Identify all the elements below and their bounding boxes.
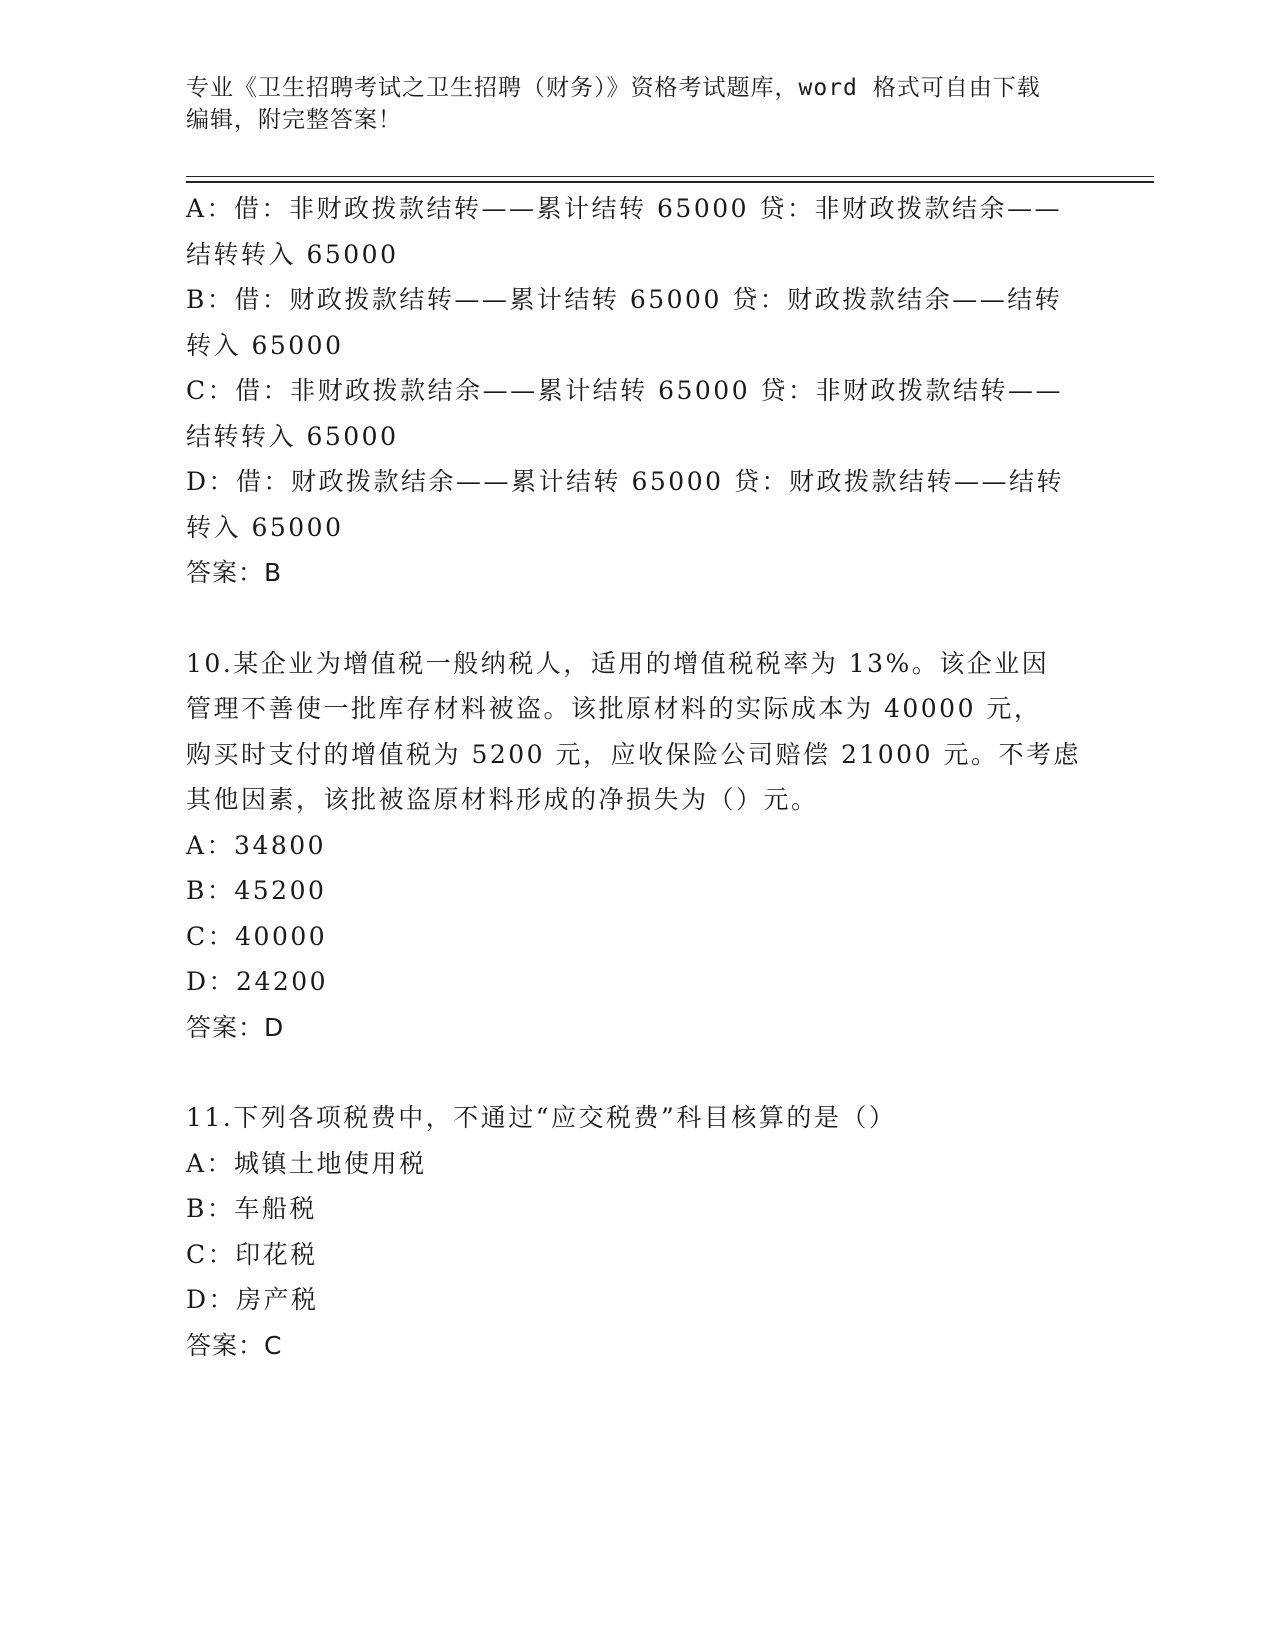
question-stem-line-1: 10.某企业为增值税一般纳税人，适用的增值税税率为 13%。该企业因 (186, 648, 1050, 678)
question-stem-line-2: 管理不善使一批库存材料被盗。该批原材料的实际成本为 40000 元， (186, 694, 1042, 723)
document-header (186, 72, 1066, 136)
answer-line: 答案：D (186, 1012, 285, 1042)
question-stem-line-3: 购买时支付的增值税为 5200 元，应收保险公司赔偿 21000 元。不考虑 (186, 739, 1081, 769)
answer-line: 答案：B (186, 558, 283, 587)
option-c: C：印花税 (186, 1239, 318, 1269)
option-a-line-1: A：借：非财政拨款结转——累计结转 65000 贷：非财政拨款结余—— (186, 194, 1062, 223)
option-a: A：城镇土地使用税 (186, 1148, 427, 1178)
option-d-line-1: D：借：财政拨款结余——累计结转 65000 贷：财政拨款结转——结转 (186, 467, 1064, 496)
option-d: D：24200 (186, 967, 329, 996)
header-line-1: 专业《卫生招聘考试之卫生招聘（财务）》资格考试题库，word 格式可自由下载 (186, 75, 1041, 101)
answer-line: 答案：C (186, 1330, 283, 1360)
header-line-2: 编辑，附完整答案！ (186, 107, 402, 133)
header-divider-thin (186, 176, 1154, 177)
option-b-line-1: B：借：财政拨款结转——累计结转 65000 贷：财政拨款结余——结转 (186, 285, 1063, 314)
question-10 (186, 641, 1086, 1051)
option-c-line-1: C：借：非财政拨款结余——累计结转 65000 贷：非财政拨款结转—— (186, 376, 1064, 405)
question-11 (186, 1095, 1086, 1368)
option-c-line-2: 结转转入 65000 (186, 421, 399, 451)
option-b: B：车船税 (186, 1194, 317, 1223)
option-a-line-2: 结转转入 65000 (186, 239, 399, 269)
header-divider-thick (186, 181, 1154, 183)
question-9 (186, 186, 1086, 596)
question-spacer (186, 1050, 1086, 1095)
option-d-line-2: 转入 65000 (186, 512, 344, 542)
option-b-line-2: 转入 65000 (186, 330, 344, 360)
option-a: A：34800 (186, 830, 327, 860)
option-c: C：40000 (186, 921, 328, 951)
question-stem-line-4: 其他因素，该批被盗原材料形成的净损失为（）元。 (186, 785, 819, 814)
question-stem-line-1: 11.下列各项税费中，不通过“应交税费”科目核算的是（） (186, 1103, 897, 1132)
option-b: B：45200 (186, 876, 327, 905)
question-list (186, 186, 1086, 1368)
option-d: D：房产税 (186, 1285, 319, 1314)
question-spacer (186, 596, 1086, 641)
